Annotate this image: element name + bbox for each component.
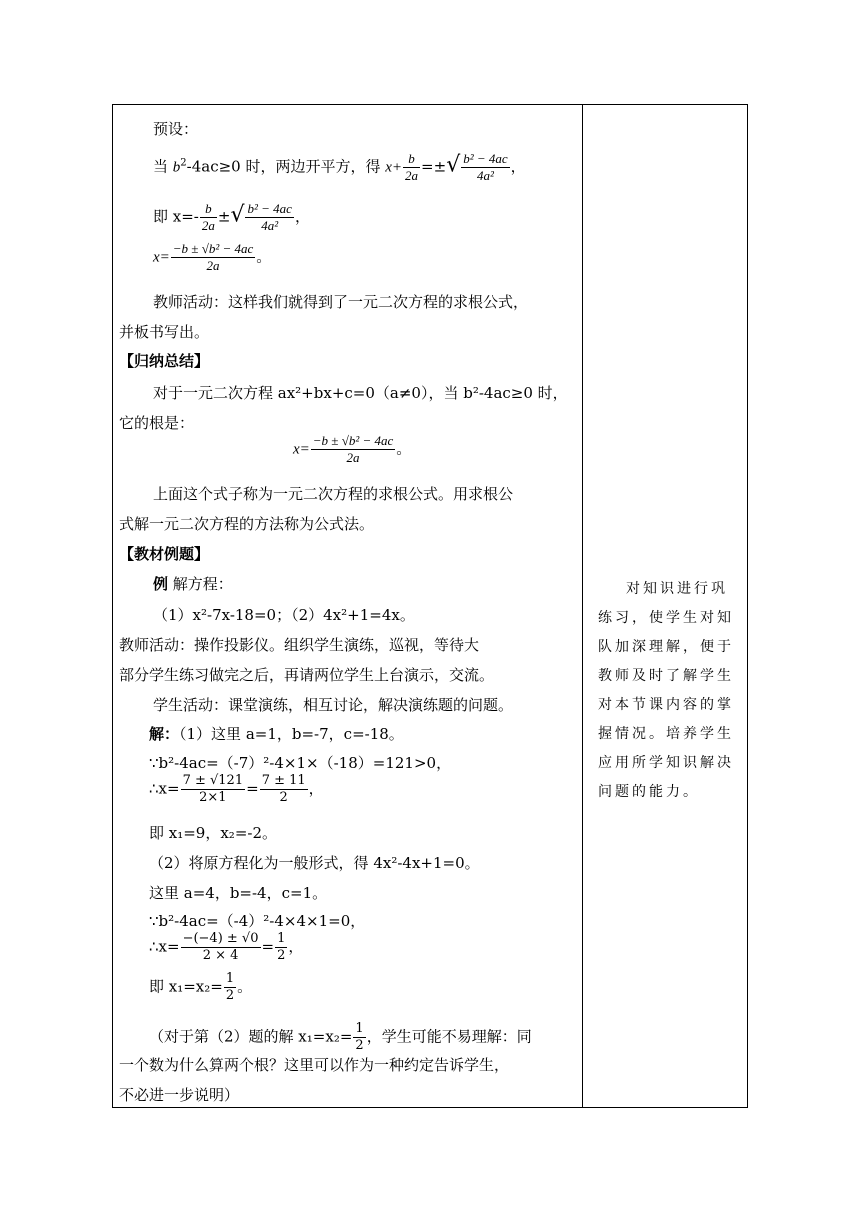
- teacher-activity-1b: 并板书写出。: [119, 323, 210, 341]
- formula-description-1: 上面这个式子称为一元二次方程的求根公式。用求根公: [153, 485, 514, 503]
- solution-line-7: ∵b²-4ac=（-4）²-4×4×1=0，: [149, 912, 366, 930]
- formula-description-2: 式解一元二次方程的方法称为公式法。: [119, 515, 375, 533]
- solution-line-1: 解：（1）这里 a=1，b=-7，c=-18。: [149, 725, 404, 743]
- purpose-column: [588, 105, 744, 1107]
- example-title: 例 解方程：: [153, 575, 233, 593]
- summary-heading: 【归纳总结】: [119, 352, 210, 370]
- teacher-activity-1: 教师活动：这样我们就得到了一元二次方程的求根公式，: [153, 293, 529, 311]
- example-equations: （1）x²-7x-18=0；（2）4x²+1=4x。: [153, 606, 415, 624]
- solution-line-6: 这里 a=4，b=-4，c=1。: [149, 884, 328, 902]
- formula-derivation-3: x= $\frac{\text{−b ± √b² − 4ac}}{2a}$ 。: [153, 241, 272, 273]
- note-line-1: （对于第（2）题的解 x₁=x₂= $\frac{1}{2}$ ，学生可能不易理解：同: [149, 1021, 532, 1053]
- lesson-table: [112, 104, 748, 1108]
- note-line-2: 一个数为什么算两个根？这里可以作为一种约定告诉学生，: [119, 1056, 510, 1074]
- note-line-3: 不必进一步说明）: [119, 1086, 240, 1104]
- design-intent-text: 对知识进行巩练习，使学生对知队加深理解，便于教师及时了解学生对本节课内容的掌握情况。培养学生应用所学知识解决问题的能力。: [598, 581, 734, 800]
- formula-derivation-2: 即 x=- $\frac{b}{2a}$ ±√ $\frac{\text{b² − 4ac}}{\text{4a²}}$ ，: [153, 201, 310, 233]
- teacher-activity-2a: 教师活动：操作投影仪。组织学生演练，巡视，等待大: [119, 636, 480, 654]
- solution-line-3: ∴x= $\frac{7 \pm √121}{2\times 1}$ = $\frac{7 \pm 11}{2}$ ，: [149, 773, 324, 805]
- solution-line-9: 即 x₁=x₂= $\frac{1}{2}$ 。: [149, 971, 253, 1003]
- solution-line-2: ∵b²-4ac=（-7）²-4×1×（-18）=121>0，: [149, 754, 452, 772]
- preset-label: 预设：: [153, 120, 199, 138]
- student-activity: 学生活动：课堂演练，相互讨论，解决演练题的问题。: [153, 696, 514, 714]
- example-heading: 【教材例题】: [119, 545, 210, 563]
- column-divider: [582, 105, 583, 1107]
- teacher-activity-2b: 部分学生练习做完之后，再请两位学生上台演示，交流。: [119, 666, 495, 684]
- summary-line-1: 对于一元二次方程 ax²+bx+c=0（a≠0），当 b²-4ac≥0 时，: [153, 384, 568, 402]
- content-column: [119, 105, 575, 1107]
- solution-line-5: （2）将原方程化为一般形式，得 4x²-4x+1=0。: [149, 854, 480, 872]
- solution-line-4: 即 x₁=9，x₂=-2。: [149, 824, 278, 842]
- root-formula: x= $\frac{\text{−b ± √b² − 4ac}}{2a}$ 。: [293, 433, 412, 465]
- summary-line-2: 它的根是：: [119, 414, 195, 432]
- formula-derivation-1: 当 $b^2-4ac\ge 0$ 时，两边开平方，得 x+ $\frac{b}{2a}$ =±√ $\frac{\text{b² − 4ac}}{\text{4a²}}$ ，: [153, 151, 526, 183]
- solution-line-8: ∴x= $\frac{-(-4) \pm √0}{2 \times 4}$ = $\frac{1}{2}$ ，: [149, 931, 304, 963]
